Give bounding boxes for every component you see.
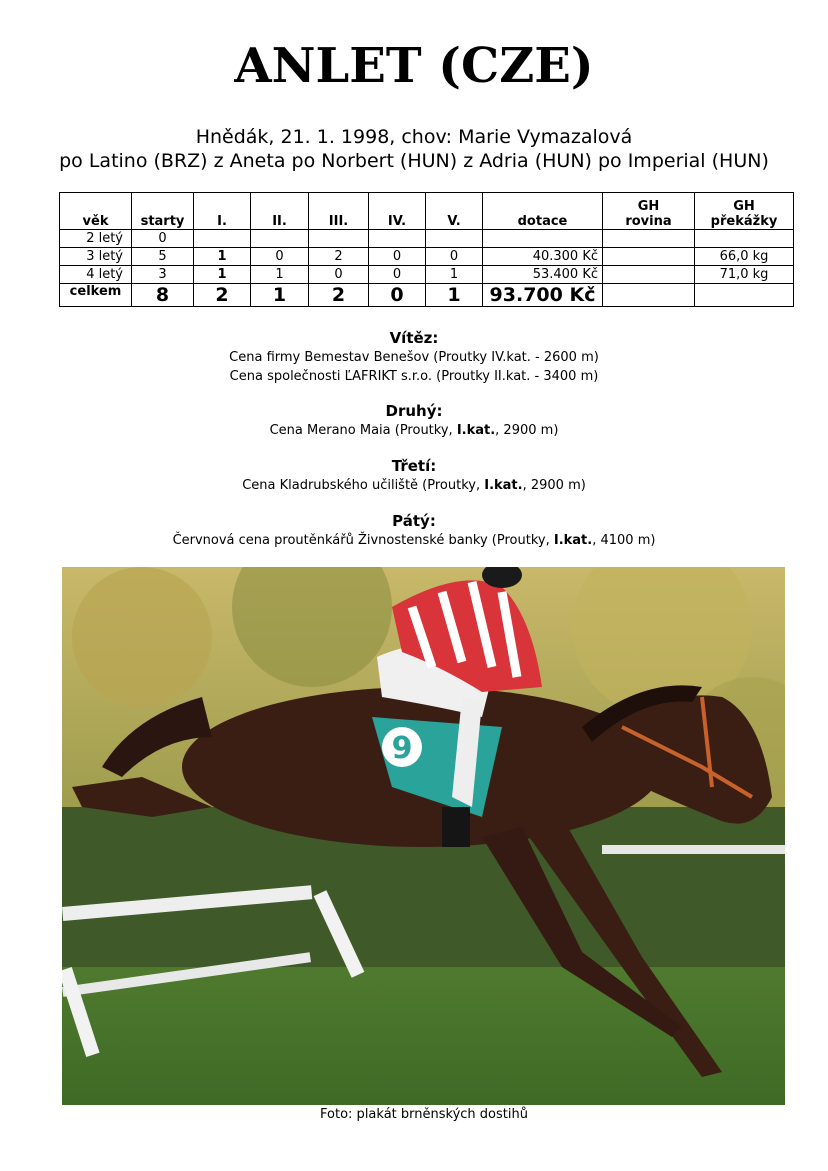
cell-fifth [426, 230, 483, 248]
table-row [60, 248, 794, 266]
cell-first: 1 [194, 266, 251, 284]
cell-starts: 5 [132, 248, 194, 266]
race-text: Cena Kladrubského učiliště (Proutky, [242, 478, 485, 493]
total-label: celkem [60, 284, 132, 307]
cell-earnings: 53.400 Kč [483, 266, 603, 284]
header-first: I. [194, 193, 251, 230]
cell-gh-jumps [695, 230, 794, 248]
cell-gh-jumps: 66,0 kg [695, 248, 794, 266]
table-header-row [60, 193, 794, 230]
total-starts: 8 [132, 284, 194, 307]
cell-first: 1 [194, 248, 251, 266]
race-category: I.kat. [484, 478, 523, 493]
table-row [60, 230, 794, 248]
race-text: Cena Merano Maia (Proutky, [269, 423, 457, 438]
header-gh-flat: GH rovina [603, 193, 695, 230]
cell-age: 2 letý [60, 230, 132, 248]
cell-fifth: 0 [426, 248, 483, 266]
total-fifth: 1 [426, 284, 483, 307]
total-gh-jumps [695, 284, 794, 307]
race-text: Červnová cena proutěnkářů Živnostenské banky (Proutky, [172, 533, 554, 548]
race-text: , 4100 m) [592, 533, 656, 548]
race-statistics-table [59, 192, 794, 307]
total-earnings: 93.700 Kč [483, 284, 603, 307]
photo-illustration [62, 567, 785, 1105]
total-second: 1 [251, 284, 309, 307]
race-category: I.kat. [456, 423, 496, 438]
pedigree-line: po Latino (BRZ) z Aneta po Norbert (HUN) z Adria (HUN) po Imperial (HUN) [59, 150, 769, 172]
race-text: , 2900 m) [522, 478, 586, 493]
race-text: , 2900 m) [495, 423, 559, 438]
saddle-number: 9 [391, 731, 413, 766]
winner-race: Cena společnosti ĽAFRIKT s.r.o. (Proutky II.kat. - 3400 m) [229, 369, 599, 384]
cell-first [194, 230, 251, 248]
third-place-section [0, 457, 828, 495]
fifth-race [0, 531, 828, 550]
cell-third: 2 [309, 248, 369, 266]
total-gh-flat [603, 284, 695, 307]
header-second: II. [251, 193, 309, 230]
cell-gh-jumps: 71,0 kg [695, 266, 794, 284]
table-total-row [60, 284, 794, 307]
winner-heading: Vítěz: [389, 329, 439, 347]
cell-fourth [369, 230, 426, 248]
cell-gh-flat [603, 248, 695, 266]
cell-fourth: 0 [369, 248, 426, 266]
cell-second: 0 [251, 248, 309, 266]
cell-fourth: 0 [369, 266, 426, 284]
cell-gh-flat [603, 266, 695, 284]
cell-starts: 3 [132, 266, 194, 284]
horse-name-title: ANLET (CZE) [234, 38, 594, 94]
total-third: 2 [309, 284, 369, 307]
fifth-place-section [0, 512, 828, 550]
cell-third: 0 [309, 266, 369, 284]
cell-age: 3 letý [60, 248, 132, 266]
cell-earnings: 40.300 Kč [483, 248, 603, 266]
header-earnings: dotace [483, 193, 603, 230]
horse-jump-photo [62, 567, 785, 1105]
race-category: I.kat. [553, 533, 593, 548]
table-row [60, 266, 794, 284]
horse-details: Hnědák, 21. 1. 1998, chov: Marie Vymazalová [195, 126, 633, 148]
cell-age: 4 letý [60, 266, 132, 284]
header-fifth: V. [426, 193, 483, 230]
total-first: 2 [194, 284, 251, 307]
cell-fifth: 1 [426, 266, 483, 284]
cell-starts: 0 [132, 230, 194, 248]
third-race [0, 476, 828, 495]
header-gh-jumps: GH překážky [695, 193, 794, 230]
winner-section [0, 329, 828, 386]
cell-second [251, 230, 309, 248]
cell-second: 1 [251, 266, 309, 284]
cell-gh-flat [603, 230, 695, 248]
cell-third [309, 230, 369, 248]
total-fourth: 0 [369, 284, 426, 307]
third-heading: Třetí: [391, 457, 437, 475]
winner-race: Cena firmy Bemestav Benešov (Proutky IV.kat. - 2600 m) [229, 350, 599, 365]
header-third: III. [309, 193, 369, 230]
second-heading: Druhý: [385, 402, 443, 420]
photo-caption: Foto: plakát brněnských dostihů [320, 1107, 528, 1122]
second-place-section [0, 402, 828, 440]
header-starts: starty [132, 193, 194, 230]
second-race [0, 421, 828, 440]
cell-earnings [483, 230, 603, 248]
header-fourth: IV. [369, 193, 426, 230]
header-age: věk [60, 193, 132, 230]
fifth-heading: Pátý: [392, 512, 436, 530]
